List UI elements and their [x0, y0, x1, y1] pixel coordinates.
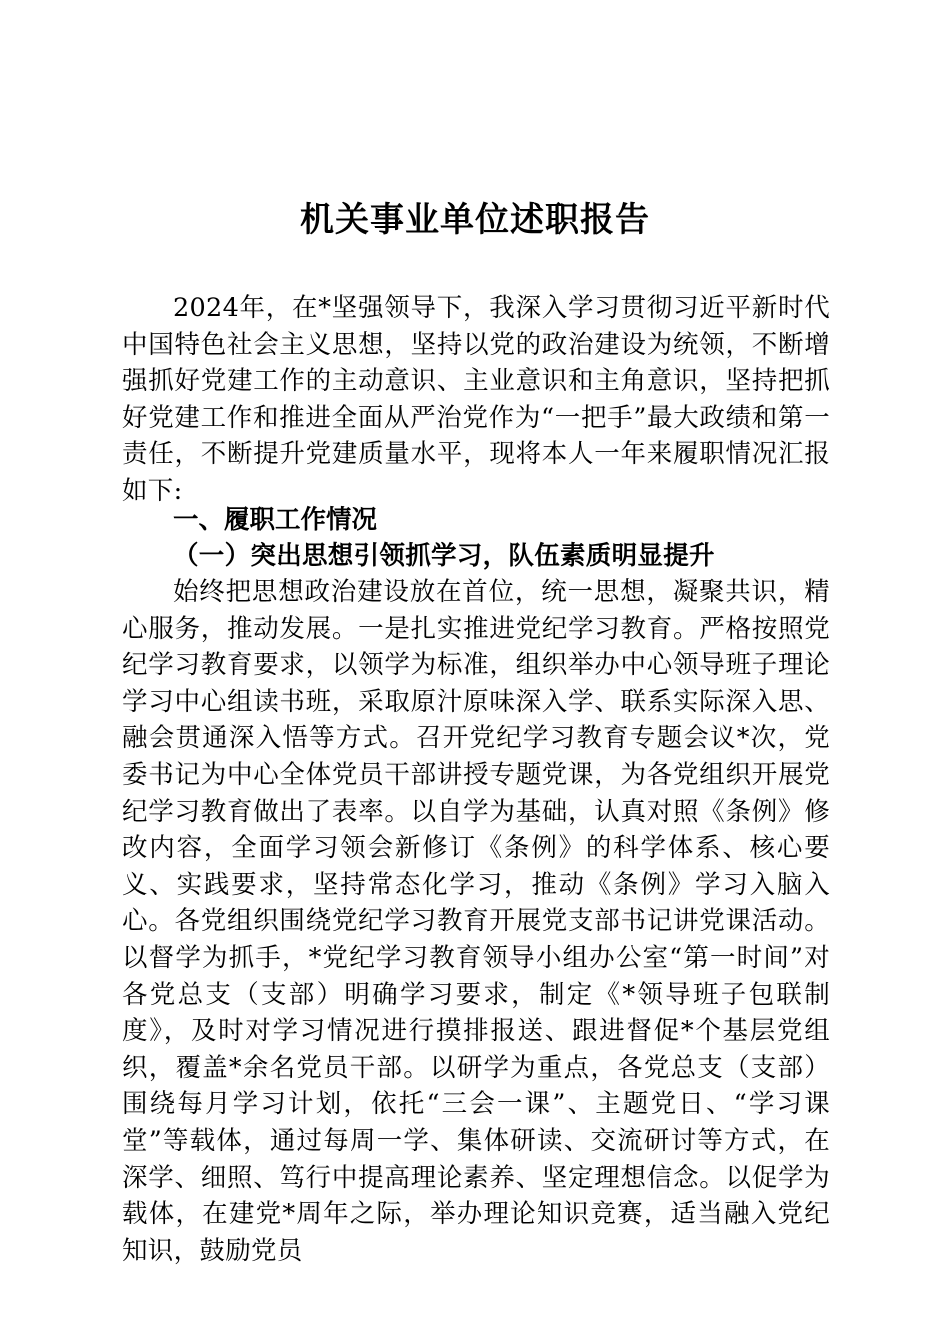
document-title: 机关事业单位述职报告 — [300, 200, 650, 240]
intro-paragraph: 2024年，在*坚强领导下，我深入学习贯彻习近平新时代中国特色社会主义思想，坚持以党的政治建设为统领，不断增强抓好党建工作的主动意识、主业意识和主角意识，坚持把抓好党建工作和推进全面从严治党作为“一把手”最大政绩和第一责任，不断提升党建质量水平，现将本人一年来履职情况汇报如下: — [122, 293, 830, 506]
subsection-heading: （一）突出思想引领抓学习，队伍素质明显提升 — [173, 541, 715, 571]
body-paragraph: 始终把思想政治建设放在首位，统一思想，凝聚共识，精心服务，推动发展。一是扎实推进党纪学习教育。严格按照党纪学习教育要求，以领学为标准，组织举办中心领导班子理论学习中心组读书班，采取原汁原味深入学、联系实际深入思、融会贯通深入悟等方式。召开党纪学习教育专题会议*次，党委书记为中心全体党员干部讲授专题党课，为各党组织开展党纪学习教育做出了表率。以自学为基础，认真对照《条例》修改内容，全面学习领会新修订《条例》的科学体系、核心要义、实践要求，坚持常态化学习，推动《条例》学习入脑入心。各党组织围绕党纪学习教育开展党支部书记讲党课活动。以督学为抓手，*党纪学习教育领导小组办公室“第一时间”对各党总支（支部）明确学习要求，制定《*领导班子包联制度》，及时对学习情况进行摸排报送、跟进督促*个基层党组织，覆盖*余名党员干部。以研学为重点，各党总支（支部）围绕每月学习计划，依托“三会一课”、主题党日、“学习课堂”等载体，通过每周一学、集体研读、交流研讨等方式，在深学、细照、笃行中提高理论素养、坚定理想信念。以促学为载体，在建党*周年之际，举办理论知识竞赛，适当融入党纪知识，鼓励党员 — [122, 577, 830, 1266]
section-heading: 一、履职工作情况 — [173, 505, 378, 535]
